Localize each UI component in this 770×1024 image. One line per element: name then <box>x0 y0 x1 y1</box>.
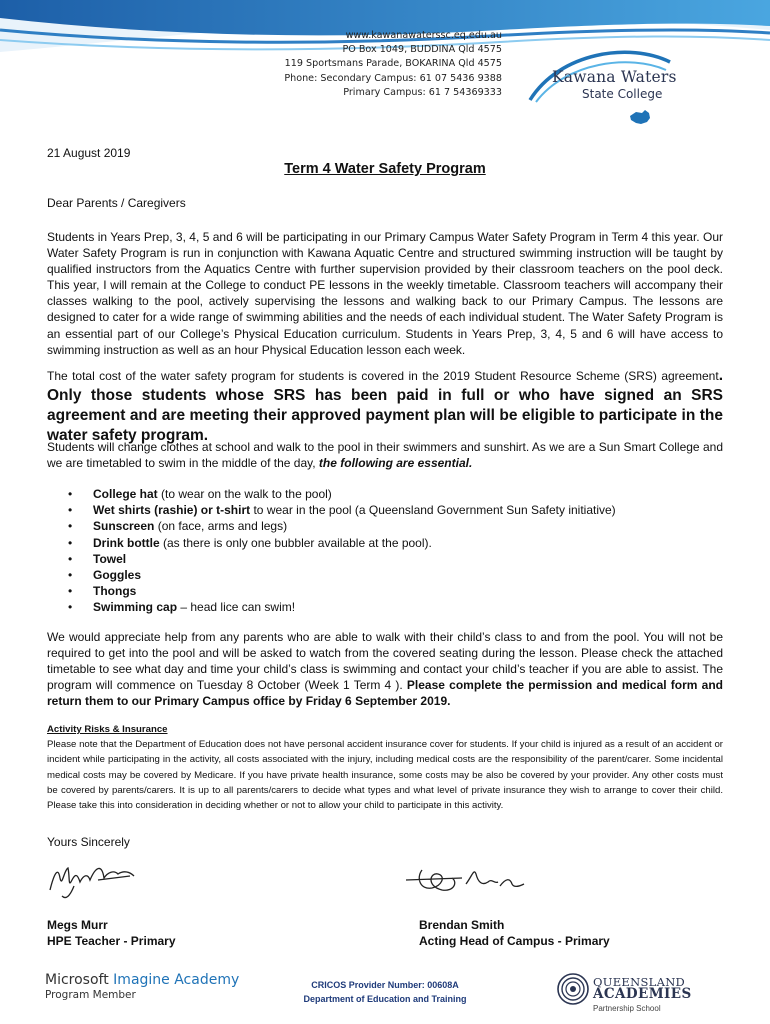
item-bold: Wet shirts (rashie) or t-shirt <box>93 503 251 518</box>
school-name: Kawana Waters <box>552 68 677 86</box>
microsoft-imagine-academy-logo <box>45 972 239 988</box>
item-detail: (to wear on the walk to the pool) <box>157 487 332 501</box>
parent-help-text: We would appreciate help from any parents who are able to walk with their child’s class to and from the pool. You will not be required to get into the pool and will be asked to watch from the covered seating during the lesson. Please check the attached timetable to see what day and time your child’s class is swimming and contact your child’s teacher if you are able to assist. The program will commence on Tuesday 8 October (Week 1 Term 4 ). <box>47 630 723 693</box>
paragraph-parent-help <box>47 629 723 709</box>
paragraph-srs-cost <box>47 366 723 446</box>
list-item <box>68 599 616 615</box>
risk-heading: Activity Risks & Insurance <box>47 724 168 735</box>
permission-form-deadline: Please complete the permission and medical form and return them to our Primary Campus office by Friday 6 September 2019. <box>47 678 723 709</box>
contact-block <box>284 29 502 100</box>
paragraph-clothing <box>47 439 723 471</box>
ms-word: Microsoft <box>45 972 114 988</box>
srs-eligibility-notice: . Only those students whose SRS has been paid in full or who have signed an SRS agreement and are meeting their approved payment plan will be eligible to participate in the water safety program. <box>47 367 723 444</box>
signer-brendan-smith <box>419 917 610 950</box>
list-item <box>68 567 616 583</box>
signer-role: HPE Teacher - Primary <box>47 934 176 949</box>
signer-role: Acting Head of Campus - Primary <box>419 934 610 949</box>
letter-title: Term 4 Water Safety Program <box>284 161 486 177</box>
queensland-academies-name <box>593 976 692 1000</box>
essential-items-list <box>68 486 616 616</box>
item-detail: to wear in the pool (a Queensland Government Sun Safety initiative) <box>250 503 616 518</box>
signature-brendan-smith-icon <box>402 860 542 900</box>
po-box-line: PO Box 1049, BUDDINA Qld 4575 <box>342 44 502 56</box>
program-member-label: Program Member <box>45 989 136 1001</box>
essential-items-emphasis: the following are essential. <box>318 456 473 471</box>
cricos-block <box>300 979 470 1006</box>
department-name: Department of Education and Training <box>303 993 467 1004</box>
item-bold: Goggles <box>93 568 142 583</box>
item-bold: Thongs <box>93 584 137 599</box>
salutation: Dear Parents / Caregivers <box>47 196 186 210</box>
item-detail: – head lice can swim! <box>177 600 296 615</box>
list-item <box>68 535 616 551</box>
item-bold: Drink bottle <box>93 535 160 550</box>
queensland-academies-swirl-icon <box>556 972 590 1006</box>
item-detail: (on face, arms and legs) <box>154 519 288 534</box>
cricos-number: CRICOS Provider Number: 00608A <box>311 980 459 990</box>
signature-megs-murr-icon <box>44 856 139 904</box>
signer-name: Brendan Smith <box>419 918 505 932</box>
item-bold: Sunscreen <box>93 519 155 534</box>
item-detail: (as there is only one bubbler available at the pool). <box>159 535 432 550</box>
partnership-school-label: Partnership School <box>593 1004 661 1013</box>
qa-line1: QUEENSLAND <box>593 975 686 989</box>
list-item <box>68 551 616 567</box>
secondary-phone-line: Phone: Secondary Campus: 61 07 5436 9388 <box>284 72 502 84</box>
qa-line2: ACADEMIES <box>593 986 692 1002</box>
website-link[interactable]: www.kawanawaterssc.eq.edu.au <box>345 30 502 41</box>
list-item <box>68 502 616 518</box>
item-bold: Towel <box>93 551 127 566</box>
list-item <box>68 583 616 599</box>
closing: Yours Sincerely <box>47 835 130 849</box>
item-bold: Swimming cap <box>93 600 178 615</box>
item-bold: College hat <box>93 487 158 501</box>
paragraph-program-intro: Students in Years Prep, 3, 4, 5 and 6 will be participating in our Primary Campus Water Safety Program in Term 4 this year. Our Water Safety Program is run in conjunction with Kawana Aquatic Centre and structured swimming instruction will be taught by qualified instructors from the Aquatics Centre with further supervision provided by their classroom teachers on the pool deck. This year, I will remain at the College to conduct PE lessons in the weekly timetable. Classroom teachers will accompany their classes walking to the pool, actively supervising the lessons and walking back to our Primary Campus. The lessons are designed to cater for a wide range of swimming abilities and the needs of each individual student. The Water Safety Program is an essential part of our College’s Physical Education curriculum. Students in Years Prep, 3, 4, 5 and 6 will have access to swimming instruction as well as an hour Physical Education lesson each week. <box>47 230 723 357</box>
signer-megs-murr <box>47 917 176 950</box>
school-subname: State College <box>582 87 663 101</box>
srs-cost-text: The total cost of the water safety program for students is covered in the 2019 Student Resource Scheme (SRS) agreement <box>47 369 719 383</box>
activity-risks-section <box>47 722 723 813</box>
list-item <box>68 486 616 502</box>
risk-text: Please note that the Department of Education does not have personal accident insurance cover for students. If your child is injured as a result of an accident or incident while participating in the activity, all costs associated with the injury, including medical costs are the responsibility of the parent/carer. Some incidental medical costs may be covered by Medicare. If you have private health insurance, some costs may be also be covered by your provider. Any other costs must be covered by parents/carers. It is up to all parents/carers to decide what types and what level of private insurance they wish to arrange to cover their child. Please take this into consideration in deciding whether or not to allow your child to participate in this activity. <box>47 739 723 812</box>
street-address-line: 119 Sportsmans Parade, BOKARINA Qld 4575 <box>284 58 502 70</box>
signer-name: Megs Murr <box>47 918 108 932</box>
primary-phone-line: Primary Campus: 61 7 54369333 <box>343 86 502 98</box>
letter-date: 21 August 2019 <box>47 146 131 160</box>
clothing-text: Students will change clothes at school and walk to the pool in their swimmers and sunshirt. As we are a Sun Smart College and we are timetabled to swim in the middle of the day, <box>47 440 723 471</box>
imagine-academy-word: Imagine Academy <box>113 972 240 988</box>
list-item <box>68 518 616 534</box>
